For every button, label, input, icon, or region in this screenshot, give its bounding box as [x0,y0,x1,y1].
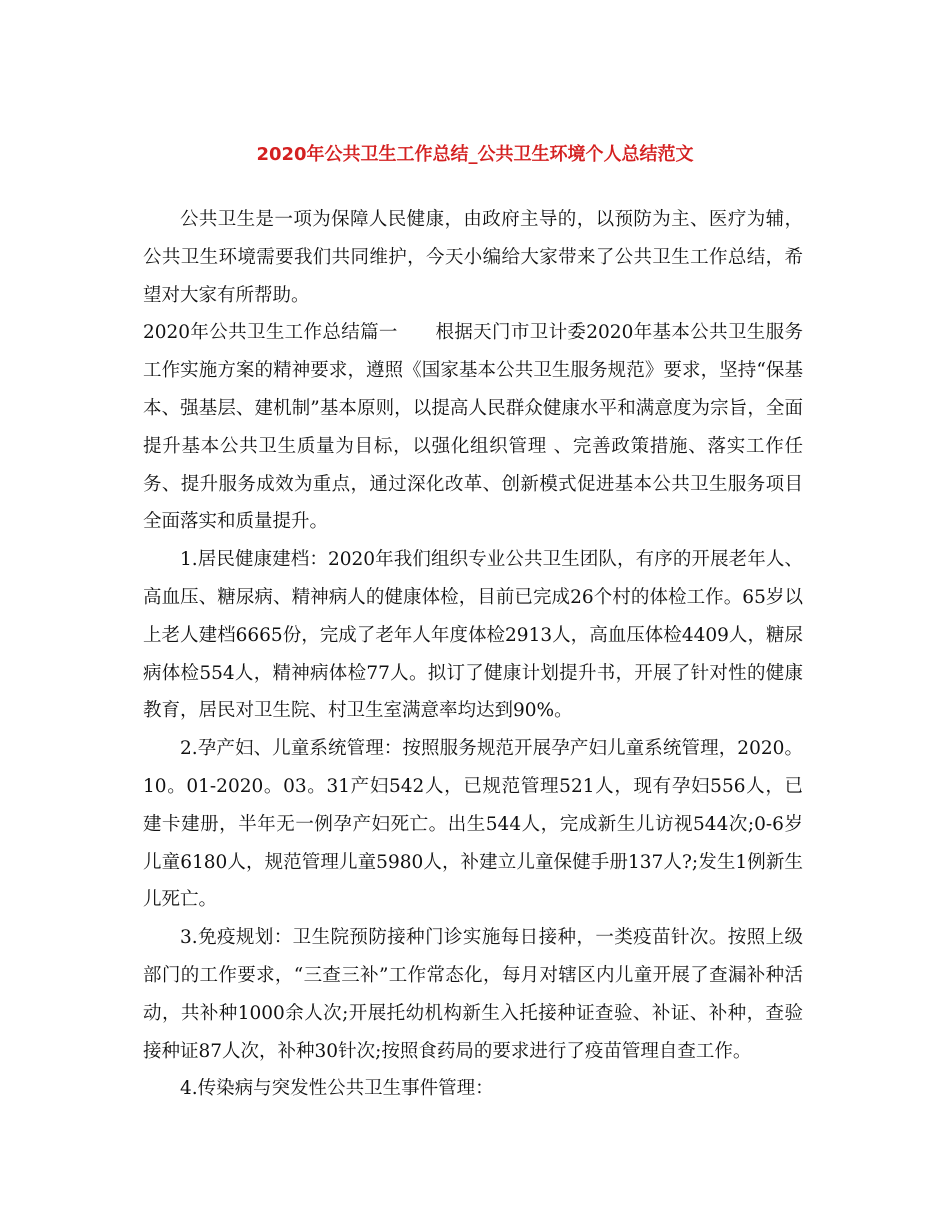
section-one-paragraph: 2020年公共卫生工作总结篇一 根据天门市卫计委2020年基本公共卫生服务工作实施方案的精神要求，遵照《国家基本公共卫生服务规范》要求，坚持“保基本、强基层、建机制”基本原则，以提高人民群众健康水平和满意度为宗旨，全面提升基本公共卫生质量为目标，以强化组织管理 、完善政策措施、落实工作任务、提升服务成效为重点，通过深化改革、创新模式促进基本公共卫生服务项目全面落实和质量提升。 [143,322,803,533]
document-body [143,201,803,1108]
infectious-disease-paragraph: 4.传染病与突发性公共卫生事件管理： [180,1078,494,1100]
intro-paragraph: 公共卫生是一项为保障人民健康，由政府主导的，以预防为主、医疗为辅，公共卫生环境需要我们共同维护，今天小编给大家带来了公共卫生工作总结，希望对大家有所帮助。 [143,209,803,306]
maternal-child-paragraph: 2.孕产妇、儿童系统管理：按照服务规范开展孕产妇儿童系统管理，2020。10。01-2020。03。31产妇542人，已规范管理521人，现有孕妇556人，已建卡建册，半年无一例孕产妇死亡。出生544人，完成新生儿访视544次;0-6岁儿童6180人，规范管理儿童5980人，补建立儿童保健手册137人?;发生1例新生儿死亡。 [143,738,803,911]
health-records-paragraph: 1.居民健康建档：2020年我们组织专业公共卫生团队，有序的开展老年人、高血压、糖尿病、精神病人的健康体检，目前已完成26个村的体检工作。65岁以上老人建档6665份，完成了老年人年度体检2913人，高血压体检4409人，糖尿病体检554人，精神病体检77人。拟订了健康计划提升书，开展了针对性的健康教育，居民对卫生院、村卫生室满意率均达到90%。 [143,549,803,722]
document-title: 2020年公共卫生工作总结_公共卫生环境个人总结范文 [256,144,694,165]
immunization-paragraph: 3.免疫规划：卫生院预防接种门诊实施每日接种，一类疫苗针次。按照上级部门的工作要求，“三查三补”工作常态化，每月对辖区内儿童开展了查漏补种活动，共补种1000余人次;开展托幼机构新生入托接种证查验、补证、补种，查验接种证87人次，补种30针次;按照食药局的要求进行了疫苗管理自查工作。 [143,927,803,1062]
